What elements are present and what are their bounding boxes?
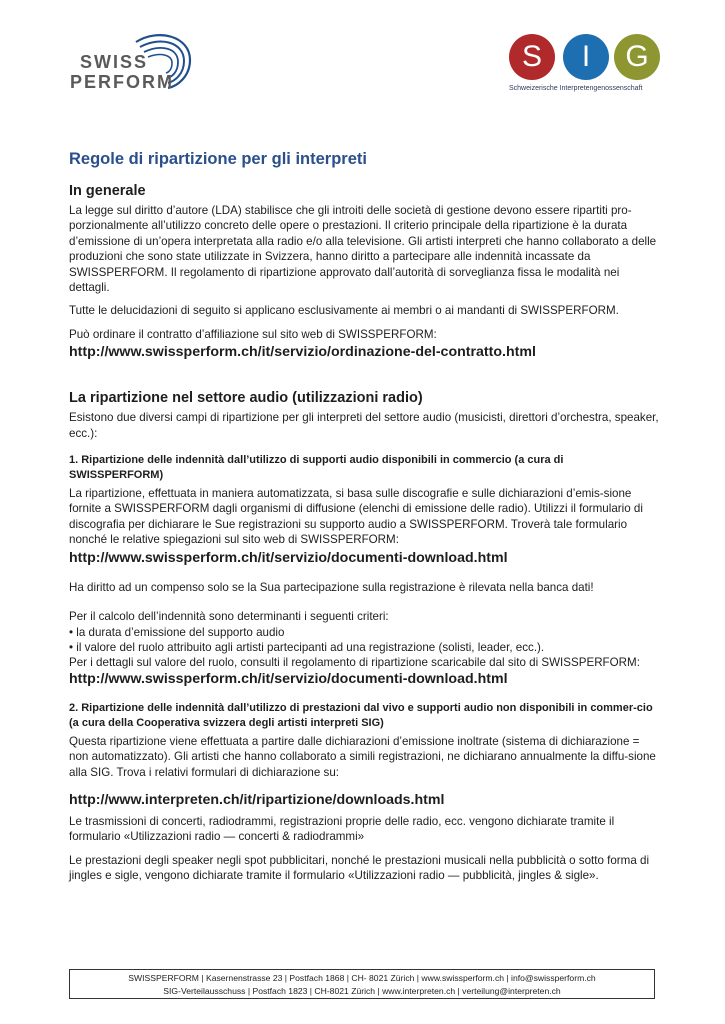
- criteria-item-1: • la durata d’emissione del supporto audio: [69, 625, 285, 639]
- section-general-heading: In generale: [69, 183, 146, 199]
- sig-logo-subtitle: Schweizerische Interpretengenossenschaft: [509, 85, 643, 92]
- document-body: [69, 150, 659, 892]
- subsection-2-paragraph-3: Le prestazioni degli speaker negli spot pubblicitari, nonché le prestazioni musicali nella pubblicità o sotto forma di jingles e sigle, vengono dichiarate tramite il formulario «Utilizzazioni radio — pubblicità, jingles & sigle».: [69, 853, 650, 883]
- criteria-item-2: • il valore del ruolo attribuito agli artisti partecipanti ad una registrazione (solisti, leader, ecc.).: [69, 640, 545, 654]
- section-general-paragraph-3: Può ordinare il contratto d’affiliazione sul sito web di SWISSPERFORM:: [69, 327, 437, 341]
- subsection-1-heading: 1. Ripartizione delle indennità dall’utilizzo di supporti audio disponibili in commercio (a cura di SWISSPERFORM): [69, 454, 564, 482]
- documents-download-link-2[interactable]: http://www.swissperform.ch/it/servizio/documenti-download.html: [69, 670, 508, 687]
- criteria-details: Per i dettagli sul valore del ruolo, consulti il regolamento di ripartizione scaricabile dal sito di SWISSPERFORM:: [69, 656, 640, 670]
- swissperform-logo-swiss: SWISS: [80, 52, 149, 72]
- contract-order-link[interactable]: http://www.swissperform.ch/it/servizio/ordinazione-del-contratto.html: [69, 344, 536, 361]
- footer-line-sig: SIG-Verteilausschuss | Postfach 1823 | CH-8021 Zürich | www.interpreten.ch | verteilung@interpreten.ch: [163, 986, 561, 996]
- documents-download-link-1[interactable]: http://www.swissperform.ch/it/servizio/documenti-download.html: [69, 549, 508, 566]
- subsection-2-heading: 2. Ripartizione delle indennità dall’utilizzo di prestazioni dal vivo e supporti audio non disponibili in commer-cio (a cura della Cooperativa svizzera degli artisti interpreti SIG): [69, 701, 653, 729]
- footer-box: [69, 969, 655, 999]
- page-title: Regole di ripartizione per gli interpreti: [69, 150, 367, 168]
- section-audio-intro: Esistono due diversi campi di ripartizione per gli interpreti del settore audio (musicisti, direttori d’orchestra, speaker, ecc.):: [69, 411, 659, 440]
- sig-logo: [506, 34, 662, 96]
- sig-letter-i: I: [563, 34, 609, 80]
- criteria-intro: Per il calcolo dell’indennità sono determinanti i seguenti criteri:: [69, 610, 389, 624]
- swissperform-logo: [66, 30, 198, 94]
- swissperform-logo-perform: PERFORM: [70, 72, 174, 92]
- sig-downloads-link[interactable]: http://www.interpreten.ch/it/ripartizione/downloads.html: [69, 791, 445, 808]
- section-general-paragraph-1: La legge sul diritto d’autore (LDA) stabilisce che gli introiti delle società di gestione devono essere ripartiti pro-porzionalmente all’utilizzo concreto delle opere o prestazioni. Il criterio principale della ripartizione è la durata d’emissione di un’opera interpretata alla radio e/o alla televisione. Gli artisti interpreti che hanno collaborato a delle produzioni che sono state utilizzate in Svizzera, hanno diritto a partecipare alle indennità incassate da SWISSPERFORM. Il regolamento di ripartizione approvato dall’autorità di sorveglianza fissa le modalità nei dettagli.: [69, 204, 657, 295]
- subsection-1-note: Ha diritto ad un compenso solo se la Sua partecipazione sulla registrazione è rilevata nella banca dati!: [69, 580, 594, 594]
- subsection-2-paragraph-2: Le trasmissioni di concerti, radiodrammi, registrazioni proprie delle radio, ecc. vengono dichiarate tramite il formulario «Utilizzazioni radio — concerti & radiodrammi»: [69, 814, 615, 844]
- sig-letter-s: S: [509, 34, 555, 80]
- subsection-1-body: La ripartizione, effettuata in maniera automatizzata, si basa sulle discografie e sulle dichiarazioni d’emis-sione fornite a SWISSPERFORM dagli organismi di diffusione (elenchi di emissione delle radio). Utilizzi il formulario di discografia per dichiarare le Sue registrazioni su supporto audio a SWISSPERFORM. Troverà tale formulario nonché le relative spiegazioni sul sito web di SWISSPERFORM:: [69, 487, 643, 547]
- sig-letter-g: G: [614, 34, 660, 80]
- section-general-paragraph-2: Tutte le delucidazioni di seguito si applicano esclusivamente ai membri o ai mandanti di SWISSPERFORM.: [69, 304, 619, 318]
- subsection-2-body: Questa ripartizione viene effettuata a partire dalle dichiarazioni d’emissione inoltrate (sistema di dichiarazione = non automatizzato). Gli artisti che hanno collaborato a simili registrazioni, ne dichiarano annualmente la diffu-sione alla SIG. Trova i relativi formulari di dichiarazione su:: [69, 734, 656, 779]
- footer-line-swissperform: SWISSPERFORM | Kasernenstrasse 23 | Postfach 1868 | CH- 8021 Zürich | www.swissperform.ch | info@swissperform.ch: [128, 973, 596, 983]
- section-audio-heading: La ripartizione nel settore audio (utilizzazioni radio): [69, 390, 423, 407]
